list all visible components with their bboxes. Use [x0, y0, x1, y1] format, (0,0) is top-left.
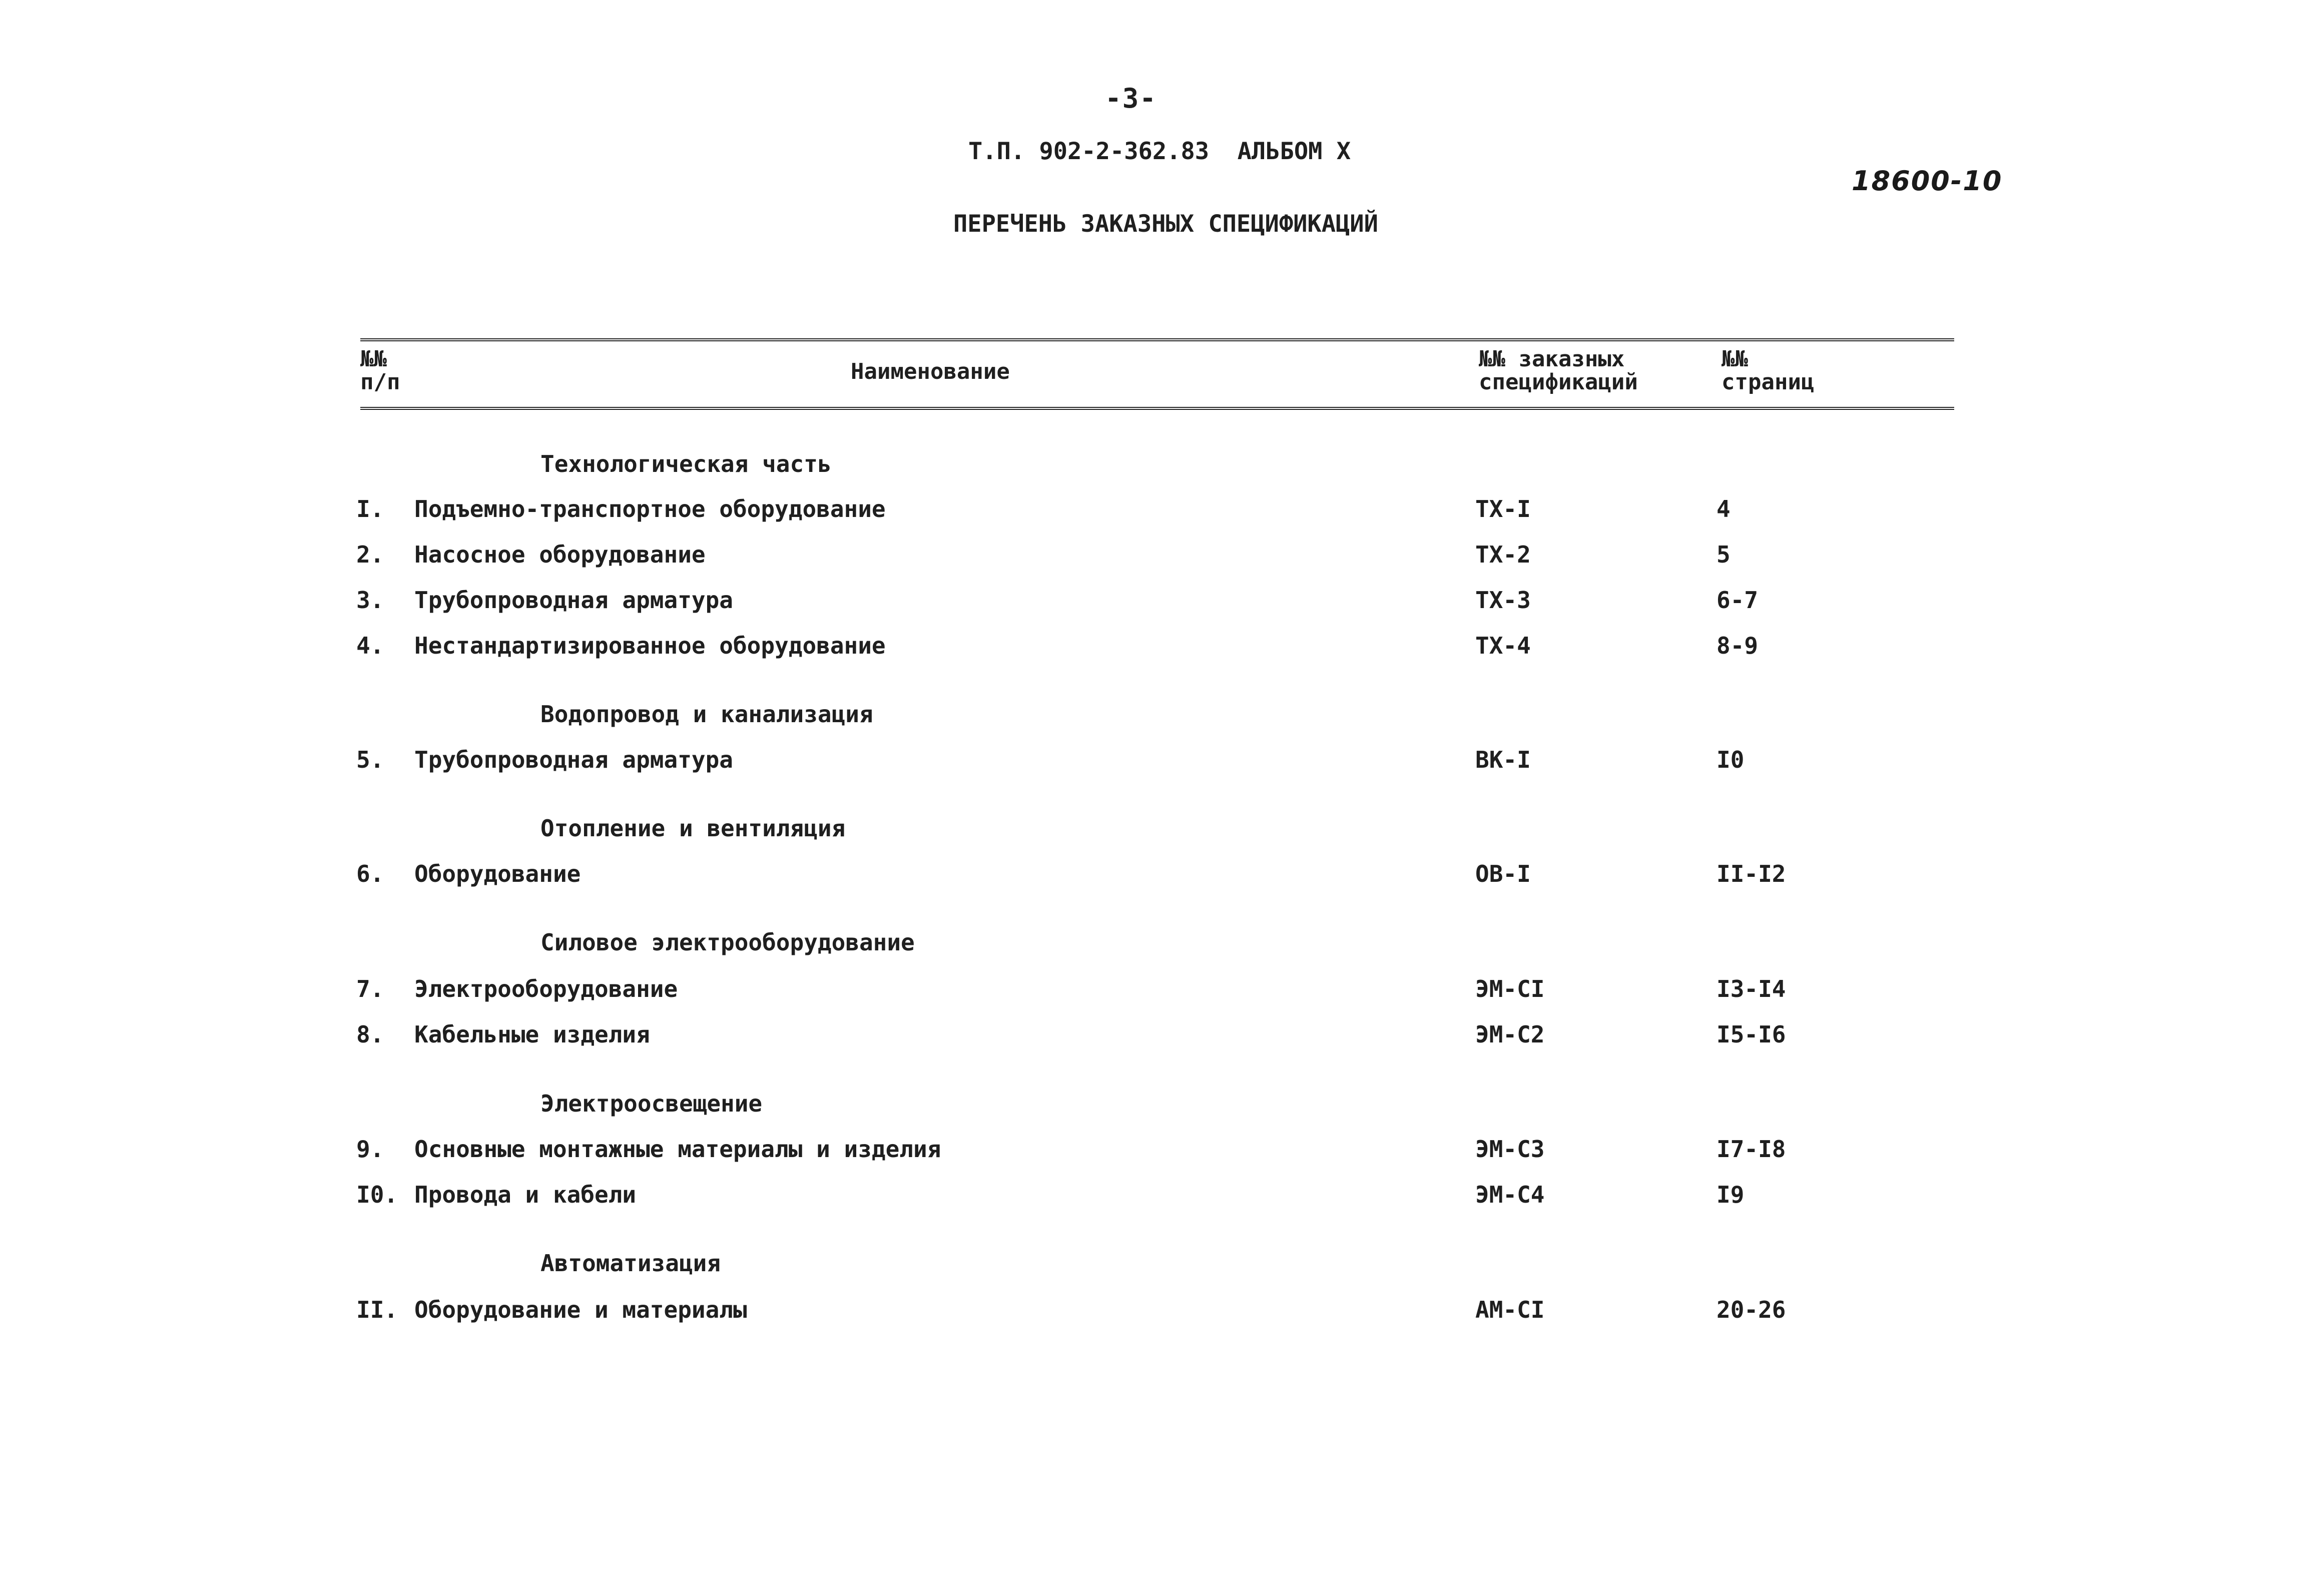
section-title: Автоматизация: [540, 1250, 721, 1277]
header-spec-line1: №№ заказных: [1479, 346, 1625, 372]
row-pages: I0: [1716, 746, 1745, 773]
row-spec: ЭМ-С2: [1475, 1021, 1545, 1048]
table-header-rule: [360, 407, 1954, 410]
archive-number: 18600-10: [1852, 165, 2003, 197]
row-name: Насосное оборудование: [414, 541, 706, 568]
row-pages: I7-I8: [1716, 1136, 1786, 1163]
row-name: Провода и кабели: [414, 1181, 637, 1208]
row-name: Основные монтажные материалы и изделия: [414, 1136, 941, 1163]
table-row: [0, 1181, 2305, 1211]
row-name: Нестандартизированное оборудование: [414, 632, 886, 659]
table-row: [0, 495, 2305, 525]
header-name: Наименование: [851, 359, 1010, 384]
row-pages: 5: [1716, 541, 1731, 568]
row-num: 5.: [356, 746, 384, 773]
row-num: II.: [356, 1296, 398, 1323]
row-spec: ТХ-I: [1475, 495, 1531, 522]
row-name: Трубопроводная арматура: [414, 587, 733, 614]
table-row: [0, 860, 2305, 890]
row-pages: I5-I6: [1716, 1021, 1786, 1048]
header-pages-line2: страниц: [1721, 369, 1815, 395]
table-row: [0, 1021, 2305, 1051]
header-num: [360, 348, 400, 394]
row-num: 6.: [356, 860, 384, 887]
section-title: Силовое электрооборудование: [540, 929, 915, 956]
row-name: Подъемно-транспортное оборудование: [414, 495, 886, 522]
table-row: [0, 541, 2305, 571]
row-pages: I3-I4: [1716, 975, 1786, 1002]
row-name: Оборудование: [414, 860, 581, 887]
row-pages: II-I2: [1716, 860, 1786, 887]
page-number: -3-: [1105, 83, 1157, 114]
table-row: [0, 1136, 2305, 1166]
header-spec: [1479, 348, 1638, 394]
row-num: I.: [356, 495, 384, 522]
row-pages: 4: [1716, 495, 1731, 522]
row-pages: 8-9: [1716, 632, 1759, 659]
table-row: [0, 632, 2305, 662]
row-pages: 20-26: [1716, 1296, 1786, 1323]
table-row: [0, 975, 2305, 1005]
document-reference: Т.П. 902-2-362.83 АЛЬБОМ Х: [968, 138, 1351, 165]
row-spec: ВК-I: [1475, 746, 1531, 773]
row-pages: I9: [1716, 1181, 1745, 1208]
header-pages-line1: №№: [1721, 346, 1748, 372]
row-name: Оборудование и материалы: [414, 1296, 747, 1323]
row-name: Кабельные изделия: [414, 1021, 650, 1048]
header-num-line2: п/п: [360, 369, 400, 395]
section-title: Технологическая часть: [540, 450, 832, 477]
row-num: I0.: [356, 1181, 398, 1208]
header-num-line1: №№: [360, 346, 387, 372]
row-num: 7.: [356, 975, 384, 1002]
row-spec: ТХ-3: [1475, 587, 1531, 614]
table-row: [0, 1296, 2305, 1326]
row-spec: ТХ-2: [1475, 541, 1531, 568]
row-num: 8.: [356, 1021, 384, 1048]
row-pages: 6-7: [1716, 587, 1759, 614]
row-name: Электрооборудование: [414, 975, 678, 1002]
header-pages: [1721, 348, 1814, 394]
section-title: Электроосвещение: [540, 1090, 763, 1117]
row-num: 3.: [356, 587, 384, 614]
section-title: Отопление и вентиляция: [540, 815, 846, 842]
row-num: 9.: [356, 1136, 384, 1163]
table-row: [0, 587, 2305, 617]
row-spec: ЭМ-С3: [1475, 1136, 1545, 1163]
row-spec: АМ-СI: [1475, 1296, 1545, 1323]
row-spec: ЭМ-С4: [1475, 1181, 1545, 1208]
row-spec: ЭМ-СI: [1475, 975, 1545, 1002]
row-spec: ТХ-4: [1475, 632, 1531, 659]
row-name: Трубопроводная арматура: [414, 746, 733, 773]
document-title: ПЕРЕЧЕНЬ ЗАКАЗНЫХ СПЕЦИФИКАЦИЙ: [953, 210, 1378, 238]
row-spec: ОВ-I: [1475, 860, 1531, 887]
header-spec-line2: спецификаций: [1479, 369, 1638, 395]
row-num: 2.: [356, 541, 384, 568]
row-num: 4.: [356, 632, 384, 659]
section-title: Водопровод и канализация: [540, 701, 873, 728]
table-top-rule: [360, 338, 1954, 341]
table-row: [0, 746, 2305, 776]
